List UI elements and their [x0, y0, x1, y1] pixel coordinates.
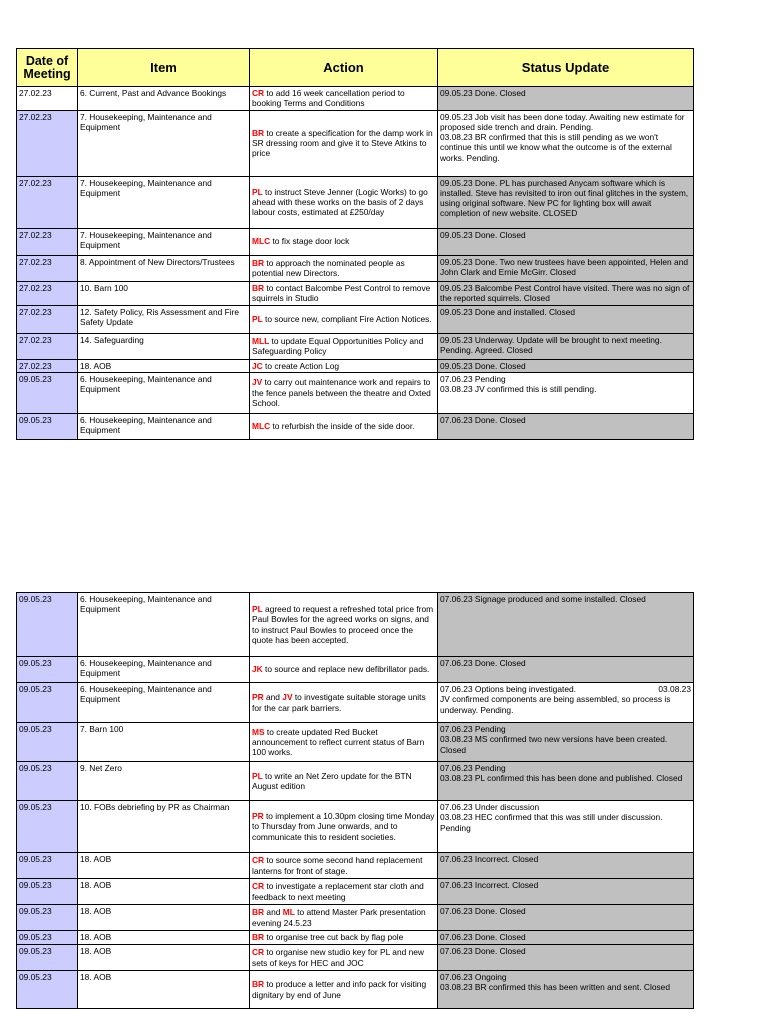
meeting-date-cell	[17, 281, 78, 305]
action-cell	[250, 879, 438, 905]
item-text: 18. AOB	[80, 972, 112, 982]
item-cell	[78, 255, 250, 281]
item-text: 18. AOB	[80, 854, 112, 864]
meeting-date: 09.05.23	[19, 946, 52, 956]
status-line: 09.05.23 Done. Closed	[440, 88, 526, 98]
status-cell	[438, 657, 694, 683]
owner-code: BR	[252, 282, 265, 293]
status-cell	[438, 305, 694, 333]
action-cell	[250, 359, 438, 372]
status-cell	[438, 110, 694, 176]
owner-code: MS	[252, 726, 265, 737]
owner-code: BR	[252, 907, 265, 918]
meeting-date-cell	[17, 176, 78, 228]
status-line: 07.06.23 Incorrect. Closed	[440, 880, 539, 890]
action-text: and	[264, 907, 283, 918]
action-cell	[250, 413, 438, 439]
item-cell	[78, 413, 250, 439]
meeting-date-cell	[17, 905, 78, 931]
owner-code: PR	[252, 692, 264, 703]
meeting-date: 09.05.23	[19, 594, 52, 604]
owner-code: ML	[282, 907, 295, 918]
status-line: 03.08.23 PL confirmed this has been done and published. Closed	[440, 773, 683, 784]
item-text: 18. AOB	[80, 906, 112, 916]
meeting-date: 27.02.23	[19, 360, 52, 371]
meeting-date-cell	[17, 879, 78, 905]
item-text: 10. Barn 100	[80, 282, 128, 293]
action-cell	[250, 110, 438, 176]
item-cell	[78, 333, 250, 359]
action-text: to update Equal Opportunities Policy and Safeguarding Policy	[252, 335, 424, 357]
item-text: 6. Current, Past and Advance Bookings	[80, 88, 227, 98]
status-line: 07.06.23 Done. Closed	[440, 414, 526, 425]
meeting-date: 27.02.23	[19, 282, 52, 293]
meeting-date-cell	[17, 931, 78, 945]
item-cell	[78, 657, 250, 683]
owner-code: CR	[252, 88, 265, 98]
table-row	[17, 945, 694, 971]
header-status: Status Update	[438, 49, 694, 87]
action-text: to source new, compliant Fire Action Notices.	[262, 313, 432, 324]
owner-code: MLC	[252, 236, 271, 247]
meeting-date: 09.05.23	[19, 932, 52, 942]
action-cell	[250, 905, 438, 931]
table-row	[17, 683, 694, 723]
status-line: 09.05.23 Done. Closed	[440, 229, 526, 240]
action-cell	[250, 305, 438, 333]
status-cell	[438, 228, 694, 255]
status-cell	[438, 593, 694, 657]
status-line: 03.08.23 BR confirmed that this is still pending as we won't continue this until we know what the outcome is of the external works. Pending.	[440, 132, 672, 163]
meeting-date: 27.02.23	[19, 306, 52, 317]
item-cell	[78, 359, 250, 372]
table-row	[17, 281, 694, 305]
owner-code: BR	[252, 979, 265, 990]
action-log-table-2	[16, 592, 694, 1009]
table-row	[17, 971, 694, 1009]
action-text: to source some second hand replacement lanterns for front of stage.	[252, 855, 423, 876]
status-line: 07.06.23 Done. Closed	[440, 932, 526, 942]
meeting-date-cell	[17, 801, 78, 853]
status-line: 09.05.23 Done. PL has purchased Anycam software which is installed. Steve has revisited to iron out final glitches in the system, using original software. New PC for lighting box will await completion of new website. CLOSED	[440, 177, 689, 219]
status-line: 09.05.23 Job visit has been done today. Awaiting new estimate for proposed side trench and drain. Pending.	[440, 111, 685, 132]
item-text: 6. Housekeeping, Maintenance and Equipment	[80, 658, 212, 679]
meeting-date-cell	[17, 657, 78, 683]
item-text: 7. Housekeeping, Maintenance and Equipment	[80, 229, 212, 250]
action-text: to create Action Log	[262, 360, 340, 371]
status-line: 03.08.23 07.06.23 Options being investigated.	[440, 684, 691, 694]
status-date-right: 03.08.23	[658, 684, 691, 694]
table-row	[17, 801, 694, 853]
table-row	[17, 593, 694, 657]
action-cell	[250, 333, 438, 359]
item-text: 6. Housekeeping, Maintenance and Equipment	[80, 684, 212, 705]
table-row	[17, 333, 694, 359]
status-cell	[438, 971, 694, 1009]
action-text: to investigate a replacement star cloth and feedback to next meeting	[252, 881, 424, 902]
meeting-date-cell	[17, 255, 78, 281]
meeting-date: 27.02.23	[19, 177, 52, 188]
owner-code: PR	[252, 811, 264, 822]
item-cell	[78, 853, 250, 879]
action-cell	[250, 945, 438, 971]
table-1-body	[17, 87, 694, 440]
item-text: 7. Barn 100	[80, 724, 124, 734]
owner-code: PL	[252, 603, 263, 614]
action-cell	[250, 372, 438, 413]
status-line: 07.06.23 Signage produced and some installed. Closed	[440, 594, 646, 604]
status-cell	[438, 879, 694, 905]
action-text: to investigate suitable storage units for the car park barriers.	[252, 692, 426, 713]
item-cell	[78, 931, 250, 945]
owner-code: BR	[252, 127, 265, 138]
action-cell	[250, 87, 438, 111]
action-text: and	[263, 692, 283, 703]
action-cell	[250, 723, 438, 762]
action-text: to contact Balcombe Pest Control to remove squirrels in Studio	[252, 282, 431, 304]
status-cell	[438, 853, 694, 879]
item-cell	[78, 176, 250, 228]
action-text: to carry out maintenance work and repairs to the fence panels between the theatre and Oxted School.	[252, 377, 431, 409]
meeting-date: 09.05.23	[19, 802, 52, 812]
item-text: 7. Housekeeping, Maintenance and Equipment	[80, 177, 212, 198]
meeting-date-cell	[17, 333, 78, 359]
meeting-date: 09.05.23	[19, 854, 52, 864]
meeting-date: 27.02.23	[19, 111, 52, 122]
meeting-date: 09.05.23	[19, 414, 52, 425]
item-text: 9. Net Zero	[80, 763, 122, 773]
status-line: 09.05.23 Done and installed. Closed	[440, 306, 576, 317]
action-text: to refurbish the inside of the side door.	[270, 421, 415, 432]
meeting-date-cell	[17, 359, 78, 372]
status-line: 09.05.23 Done. Two new trustees have been appointed, Helen and John Clark and Ernie McGirr. Closed	[440, 256, 689, 277]
owner-code: JV	[282, 692, 293, 703]
action-cell	[250, 931, 438, 945]
item-text: 18. AOB	[80, 360, 112, 371]
meeting-date-cell	[17, 228, 78, 255]
action-text: to fix stage door lock	[270, 236, 350, 247]
meeting-date-cell	[17, 593, 78, 657]
owner-code: CR	[252, 855, 265, 866]
status-cell	[438, 281, 694, 305]
action-text: to create updated Red Bucket announcement to reflect current status of Barn 100 works.	[252, 726, 425, 758]
meeting-date: 09.05.23	[19, 763, 52, 773]
meeting-date: 27.02.23	[19, 229, 52, 240]
item-cell	[78, 228, 250, 255]
status-line: 09.05.23 Balcombe Pest Control have visited. There was no sign of the reported squirrels. Closed	[440, 282, 690, 303]
table-row	[17, 853, 694, 879]
owner-code: BR	[252, 932, 265, 943]
meeting-date: 09.05.23	[19, 724, 52, 734]
status-cell	[438, 359, 694, 372]
action-cell	[250, 683, 438, 723]
action-cell	[250, 281, 438, 305]
status-cell	[438, 683, 694, 723]
item-text: 6. Housekeeping, Maintenance and Equipment	[80, 373, 212, 395]
action-cell	[250, 853, 438, 879]
meeting-date: 27.02.23	[19, 334, 52, 345]
action-cell	[250, 971, 438, 1009]
action-text: to attend Master Park presentation evening 24.5.23	[252, 907, 426, 928]
status-line: 03.08.23 MS confirmed two new versions have been created. Closed	[440, 734, 668, 755]
table-row	[17, 110, 694, 176]
action-text: to produce a letter and info pack for visiting dignitary by end of June	[252, 979, 427, 1000]
owner-code: MLL	[252, 335, 270, 346]
item-cell	[78, 762, 250, 801]
owner-code: PL	[252, 313, 263, 324]
item-text: 18. AOB	[80, 946, 112, 956]
status-cell	[438, 801, 694, 853]
table-row	[17, 176, 694, 228]
owner-code: PL	[252, 186, 263, 197]
status-cell	[438, 176, 694, 228]
meeting-date-cell	[17, 110, 78, 176]
table-row	[17, 657, 694, 683]
action-cell	[250, 228, 438, 255]
action-log-table-1	[16, 48, 694, 440]
meeting-date: 09.05.23	[19, 880, 52, 890]
status-line: 03.08.23 BR confirmed this has been written and sent. Closed	[440, 982, 670, 993]
item-text: 18. AOB	[80, 932, 112, 942]
status-line: 07.06.23 Ongoing	[440, 972, 507, 982]
action-text: to add 16 week cancellation period to booking Terms and Conditions	[252, 88, 405, 109]
status-line: 03.08.23 HEC confirmed that this was still under discussion. Pending	[440, 812, 663, 833]
item-text: 18. AOB	[80, 880, 112, 890]
item-text: 7. Housekeeping, Maintenance and Equipment	[80, 111, 212, 132]
table-row	[17, 305, 694, 333]
action-text: to write an Net Zero update for the BTN August edition	[252, 770, 412, 791]
table-row	[17, 372, 694, 413]
item-cell	[78, 593, 250, 657]
action-cell	[250, 176, 438, 228]
status-line: 07.06.23 Done. Closed	[440, 658, 526, 668]
item-cell	[78, 110, 250, 176]
item-text: 14. Safeguarding	[80, 334, 144, 345]
status-cell	[438, 372, 694, 413]
table-row	[17, 905, 694, 931]
status-line: 07.06.23 Done. Closed	[440, 946, 526, 956]
meeting-date-cell	[17, 853, 78, 879]
meeting-date: 09.05.23	[19, 972, 52, 982]
status-line: 07.06.23 Done. Closed	[440, 906, 526, 916]
action-cell	[250, 801, 438, 853]
status-cell	[438, 905, 694, 931]
action-text: to create a specification for the damp work in SR dressing room and give it to Steve Atkins to price	[252, 127, 433, 159]
status-line: 07.06.23 Pending	[440, 373, 506, 384]
action-text: to implement a 10.30pm closing time Monday to Thursday from June onwards, and to communicate this to resident societies.	[252, 811, 435, 842]
action-text: to instruct Steve Jenner (Logic Works) to go ahead with these works on the basis of 2 days labour costs, estimated at £250/day	[252, 186, 428, 218]
action-cell	[250, 255, 438, 281]
status-line: JV confirmed components are being assembled, so process is underway. Pending.	[440, 694, 671, 715]
meeting-date-cell	[17, 683, 78, 723]
owner-code: BR	[252, 257, 265, 268]
meeting-date-cell	[17, 762, 78, 801]
meeting-date: 09.05.23	[19, 906, 52, 916]
meeting-date-cell	[17, 723, 78, 762]
header-action: Action	[250, 49, 438, 87]
item-cell	[78, 723, 250, 762]
item-cell	[78, 971, 250, 1009]
meeting-date: 27.02.23	[19, 256, 52, 267]
item-cell	[78, 281, 250, 305]
action-cell	[250, 657, 438, 683]
item-text: 10. FOBs debriefing by PR as Chairman	[80, 802, 230, 812]
owner-code: JK	[252, 664, 263, 675]
table-row	[17, 255, 694, 281]
table-row	[17, 762, 694, 801]
meeting-date: 09.05.23	[19, 658, 52, 668]
status-line: 03.08.23 JV confirmed this is still pending.	[440, 384, 597, 395]
owner-code: JC	[252, 360, 263, 371]
meeting-date-cell	[17, 413, 78, 439]
meeting-date-cell	[17, 372, 78, 413]
item-text: 6. Housekeeping, Maintenance and Equipment	[80, 594, 212, 615]
table-row	[17, 879, 694, 905]
table-row	[17, 931, 694, 945]
item-cell	[78, 87, 250, 111]
meeting-date: 09.05.23	[19, 373, 52, 384]
owner-code: CR	[252, 947, 265, 958]
status-cell	[438, 255, 694, 281]
item-cell	[78, 945, 250, 971]
meeting-date-cell	[17, 971, 78, 1009]
meeting-date: 09.05.23	[19, 684, 52, 694]
action-text: to organise new studio key for PL and new sets of keys for HEC and JOC	[252, 947, 424, 968]
meeting-date-cell	[17, 87, 78, 111]
status-line: 07.06.23 Incorrect. Closed	[440, 854, 539, 864]
owner-code: JV	[252, 377, 263, 388]
action-text: to source and replace new defibrillator pads.	[262, 664, 430, 675]
status-line: 07.06.23 Under discussion	[440, 802, 540, 812]
item-cell	[78, 879, 250, 905]
table-row	[17, 359, 694, 372]
item-text: 12. Safety Policy, Ris Assessment and Fire Safety Update	[80, 306, 240, 327]
header-item: Item	[78, 49, 250, 87]
item-text: 6. Housekeeping, Maintenance and Equipment	[80, 414, 212, 436]
meeting-date-cell	[17, 945, 78, 971]
table-row	[17, 87, 694, 111]
owner-code: PL	[252, 770, 263, 781]
table-row	[17, 228, 694, 255]
table-row	[17, 723, 694, 762]
item-cell	[78, 305, 250, 333]
action-cell	[250, 762, 438, 801]
item-cell	[78, 905, 250, 931]
action-text: to approach the nominated people as potential new Directors.	[252, 257, 405, 279]
status-cell	[438, 762, 694, 801]
status-cell	[438, 413, 694, 439]
table-2-body	[17, 593, 694, 1009]
header-date: Date of Meeting	[17, 49, 78, 87]
item-text: 8. Appointment of New Directors/Trustees	[80, 256, 235, 267]
item-cell	[78, 372, 250, 413]
action-cell	[250, 593, 438, 657]
owner-code: MLC	[252, 421, 271, 432]
status-cell	[438, 945, 694, 971]
status-cell	[438, 931, 694, 945]
action-text: agreed to request a refreshed total price from Paul Bowles for the agreed works on signs, and to instruct Paul Bowles to proceed once the quote has been accepted.	[252, 603, 434, 645]
status-line: 09.05.23 Underway. Update will be brought to next meeting. Pending. Agreed. Closed	[440, 334, 662, 355]
status-line: 07.06.23 Pending	[440, 763, 506, 773]
owner-code: CR	[252, 881, 265, 892]
action-text: to organise tree cut back by flag pole	[264, 932, 404, 943]
status-cell	[438, 87, 694, 111]
item-cell	[78, 683, 250, 723]
status-cell	[438, 333, 694, 359]
table-row	[17, 413, 694, 439]
meeting-date-cell	[17, 305, 78, 333]
status-cell	[438, 723, 694, 762]
meeting-date: 27.02.23	[19, 88, 52, 98]
item-cell	[78, 801, 250, 853]
status-line: 07.06.23 Pending	[440, 724, 506, 734]
status-line: 09.05.23 Done. Closed	[440, 360, 526, 371]
